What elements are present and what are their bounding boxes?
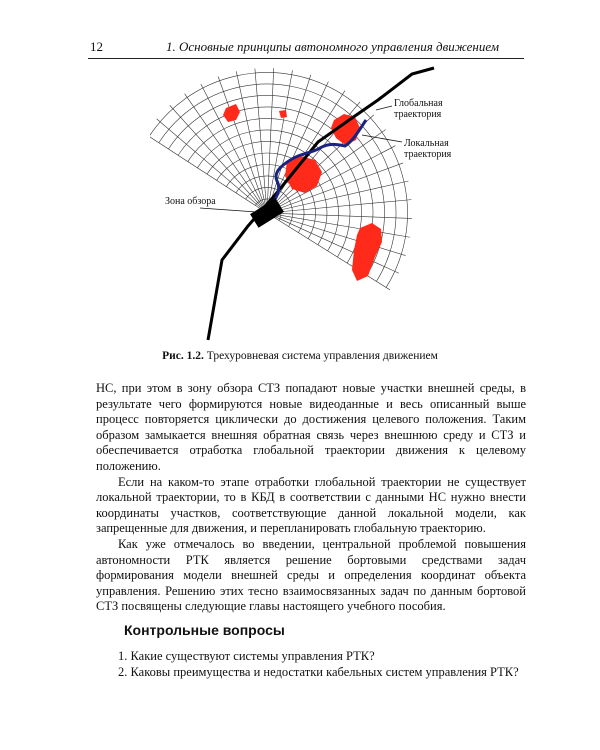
grid-arc xyxy=(197,130,350,257)
running-title: 1. Основные принципы автономного управления движением xyxy=(166,39,500,54)
grid-ray xyxy=(275,215,406,255)
section-heading: Контрольные вопросы xyxy=(124,622,285,638)
local-trajectory-label-line2: траектория xyxy=(404,149,452,160)
global-trajectory-label-line2: траектория xyxy=(394,109,442,120)
obstacle-5 xyxy=(352,223,382,281)
view-zone-label: Зона обзора xyxy=(165,196,216,207)
body-text xyxy=(96,381,526,615)
figure-caption-number: Рис. 1.2. xyxy=(162,350,204,362)
figure-caption xyxy=(0,350,600,362)
obstacle-2 xyxy=(279,110,287,118)
global-trajectory-callout-line xyxy=(376,106,392,110)
header-rule xyxy=(88,58,524,59)
paragraph-1: НС, при этом в зону обзора СТЗ попадают новые участки внешней среды, в результате чего формируются новые видеоданные и весь описанный выше процесс повторяется циклически до достижения целевого положения. Таким образом замыкается внешняя обратная связь через внешнюю среду и СТЗ и обеспечивается отработка глобальной траектории движения к целевому положению. xyxy=(96,381,526,473)
grid-ray xyxy=(267,68,273,205)
view-zone-callout-line xyxy=(200,208,257,212)
grid-ray xyxy=(275,200,411,213)
grid-arc xyxy=(188,119,362,264)
obstacle-1 xyxy=(223,104,240,122)
global-trajectory-label-line1: Глобальная xyxy=(394,98,443,109)
questions-list xyxy=(96,649,526,680)
question-2: 2. Каковы преимущества и недостатки кабельных систем управления РТК? xyxy=(118,664,519,679)
paragraph-2: Если на каком-то этапе отработки глобальной траектории не существует локальной траектории, то в КБД в соответствии с данными НС нужно внести координаты участков, соответствующие данной локальной модели, как запрещенные для движения, и перепланировать глобальную траекторию. xyxy=(96,474,526,536)
figure-caption-text: Трехуровневая система управления движением xyxy=(206,350,438,362)
grid-ray xyxy=(201,84,264,206)
paragraph-3: Как уже отмечалось во введении, центральной проблемой повышения автономности РТК является решение бортовыми средствами задач формирования модели внешней среды и определения координат объекта управления. Решению этих тесно взаимосвязанных задач по данным бортовой СТЗ посвящены следующие главы настоящего учебного пособия. xyxy=(96,536,526,614)
page-number: 12 xyxy=(90,39,103,54)
local-trajectory-label-line1: Локальная xyxy=(404,138,449,149)
motion-control-diagram xyxy=(150,62,490,347)
local-trajectory-callout-line xyxy=(362,135,402,142)
grid-ray xyxy=(157,119,261,208)
question-1: 1. Какие существуют системы управления РТК? xyxy=(118,649,375,663)
